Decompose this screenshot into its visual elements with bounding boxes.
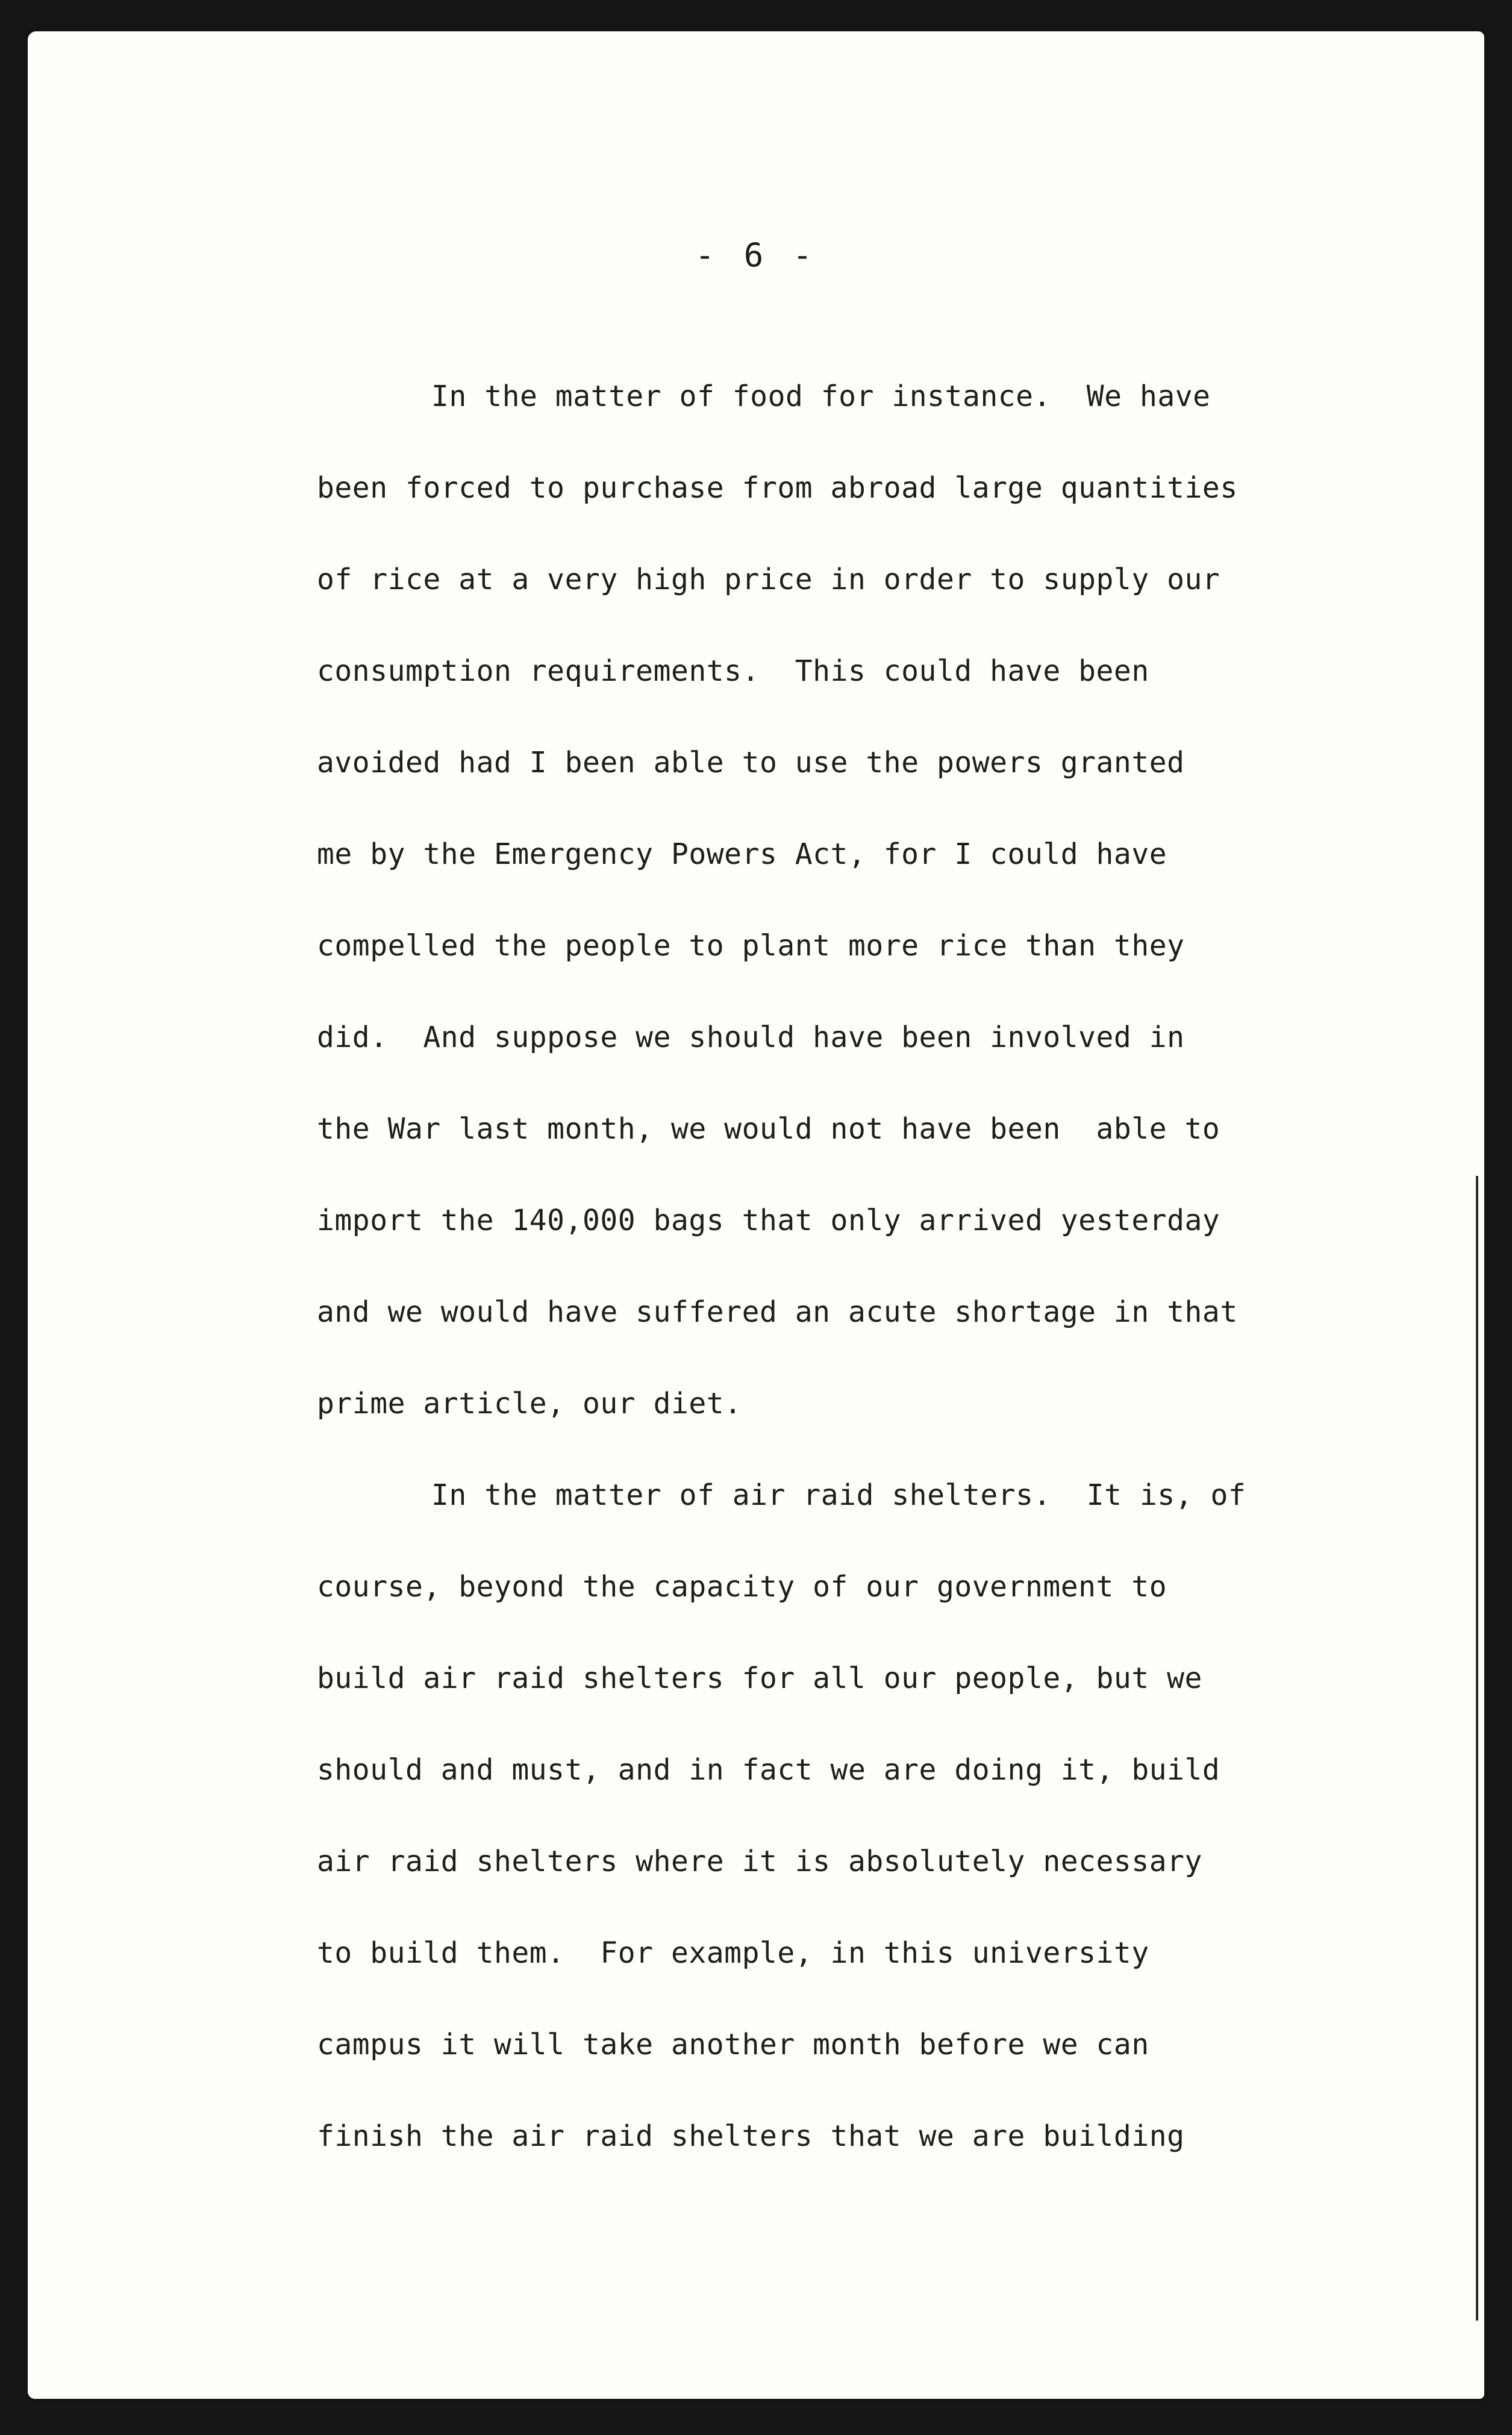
text-line: compelled the people to plant more rice than they	[317, 929, 1185, 963]
text-line: consumption requirements. This could have been	[317, 654, 1149, 688]
text-line: been forced to purchase from abroad large quantities	[317, 471, 1238, 505]
text-line: air raid shelters where it is absolutely necessary	[317, 1845, 1202, 1878]
text-line: import the 140,000 bags that only arrived yesterday	[317, 1204, 1220, 1237]
text-line: campus it will take another month before we can	[317, 2028, 1149, 2061]
text-line: In the matter of food for instance. We have	[431, 380, 1211, 413]
text-line: did. And suppose we should have been involved in	[317, 1021, 1185, 1054]
text-line: In the matter of air raid shelters. It is, of	[431, 1478, 1246, 1512]
text-line: should and must, and in fact we are doing it, build	[317, 1753, 1220, 1787]
text-line: the War last month, we would not have been able to	[317, 1112, 1220, 1146]
document-page	[28, 31, 1484, 2399]
page-edge-shadow	[1476, 1176, 1478, 2321]
text-line: finish the air raid shelters that we are building	[317, 2119, 1185, 2153]
text-line: build air raid shelters for all our people, but we	[317, 1661, 1202, 1695]
text-line: and we would have suffered an acute shortage in that	[317, 1295, 1238, 1329]
text-line: course, beyond the capacity of our government to	[317, 1570, 1167, 1604]
text-line: me by the Emergency Powers Act, for I could have	[317, 837, 1167, 871]
page-number: - 6 -	[695, 236, 817, 274]
text-line: of rice at a very high price in order to supply our	[317, 563, 1220, 596]
text-line: prime article, our diet.	[317, 1387, 742, 1421]
body-text	[317, 351, 1341, 2182]
text-line: to build them. For example, in this university	[317, 1936, 1149, 1970]
text-line: avoided had I been able to use the powers granted	[317, 746, 1185, 780]
